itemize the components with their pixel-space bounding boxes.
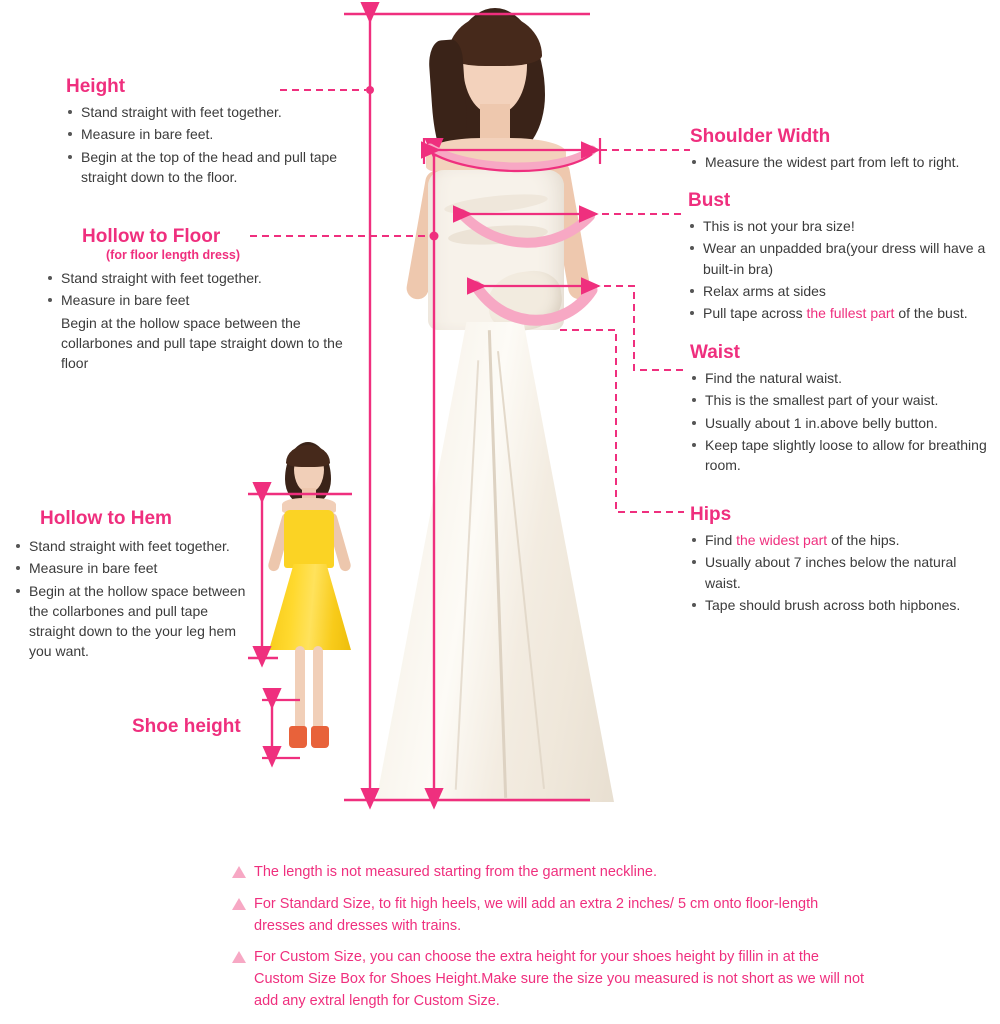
list-item: Measure in bare feet <box>14 558 254 578</box>
section-hollow-to-floor-list <box>46 268 356 373</box>
footer-note-text: For Standard Size, to fit high heels, we will add an extra 2 inches/ 5 cm onto floor-length dresses and dresses with trains. <box>254 895 819 934</box>
list-item-bust-fullest: Pull tape across the fullest part of the bust. <box>688 303 998 323</box>
footer-note-text: For Custom Size, you can choose the extra height for your shoes height by fillin in at the Custom Size Box for Shoes Height.Make sure the size you measured is not short as we will not add any extral length for Custom Size. <box>254 949 865 1009</box>
section-hollow-to-floor-subtitle: (for floor length dress) <box>106 248 241 262</box>
section-shoulder-width <box>690 126 995 174</box>
list-item-hips-widest: Find the widest part of the hips. <box>690 530 990 550</box>
section-waist-title: Waist <box>690 342 740 363</box>
list-item: This is not your bra size! <box>688 216 998 236</box>
warning-triangle-icon <box>232 866 246 878</box>
list-item: Wear an unpadded bra(your dress will have a built-in bra) <box>688 238 998 279</box>
short-model-right-shoe <box>311 726 329 748</box>
section-hollow-to-hem <box>14 508 254 664</box>
section-bust-title: Bust <box>688 190 731 211</box>
section-shoe-height <box>132 716 241 738</box>
short-dress-model-illustration <box>255 440 375 760</box>
section-shoe-height-title: Shoe height <box>132 716 241 737</box>
section-shoulder-width-title: Shoulder Width <box>690 126 831 147</box>
short-model-right-leg <box>313 646 323 732</box>
short-model-hair-front <box>286 445 330 467</box>
list-item: Keep tape slightly loose to allow for breathing room. <box>690 435 990 476</box>
footer-note <box>232 894 872 938</box>
section-hips-list <box>690 530 990 615</box>
section-height <box>66 76 366 189</box>
short-model-left-shoe <box>289 726 307 748</box>
list-item: This is the smallest part of your waist. <box>690 390 990 410</box>
footer-note <box>232 947 872 1012</box>
list-item: Stand straight with feet together. <box>46 268 356 288</box>
list-item: Measure in bare feet <box>46 290 356 310</box>
list-item: Relax arms at sides <box>688 281 998 301</box>
footer-note-text: The length is not measured starting from the garment neckline. <box>254 864 657 880</box>
section-hips-title: Hips <box>690 504 732 525</box>
list-item: Usually about 7 inches below the natural waist. <box>690 552 990 593</box>
list-item: Usually about 1 in.above belly button. <box>690 413 990 433</box>
bust-highlight: the fullest part <box>806 305 895 322</box>
section-height-list <box>66 102 366 187</box>
list-item: Stand straight with feet together. <box>66 102 366 122</box>
short-dress-bodice <box>284 510 334 568</box>
list-item: Find the natural waist. <box>690 368 990 388</box>
section-hollow-to-floor <box>46 226 356 375</box>
section-bust <box>688 190 998 325</box>
list-item: Tape should brush across both hipbones. <box>690 595 990 615</box>
section-hollow-to-floor-title: Hollow to Floor <box>82 226 221 247</box>
section-waist <box>690 342 990 477</box>
footer-notes <box>232 862 872 1023</box>
list-item: Begin at the hollow space between the collarbones and pull tape straight down to the floor <box>61 314 343 372</box>
hips-highlight: the widest part <box>736 532 828 548</box>
list-item: Measure the widest part from left to right. <box>690 152 995 172</box>
short-dress-skirt <box>269 564 351 650</box>
list-item: Measure in bare feet. <box>66 124 366 144</box>
long-dress-model-illustration <box>370 0 620 805</box>
section-hollow-to-hem-list <box>14 536 254 662</box>
footer-note <box>232 862 872 884</box>
section-hollow-to-hem-title: Hollow to Hem <box>40 508 172 529</box>
list-item: Stand straight with feet together. <box>14 536 254 556</box>
list-item: Begin at the top of the head and pull tape straight down to the floor. <box>66 147 366 188</box>
section-hips <box>690 504 990 617</box>
section-bust-list <box>688 216 998 323</box>
warning-triangle-icon <box>232 898 246 910</box>
short-model-left-leg <box>295 646 305 732</box>
section-shoulder-width-list <box>690 152 995 172</box>
model-shoulders <box>426 138 566 174</box>
list-item: Begin at the hollow space between the collarbones and pull tape straight down to the your leg hem you want. <box>14 581 254 662</box>
warning-triangle-icon <box>232 951 246 963</box>
section-waist-list <box>690 368 990 475</box>
section-height-title: Height <box>66 76 126 97</box>
